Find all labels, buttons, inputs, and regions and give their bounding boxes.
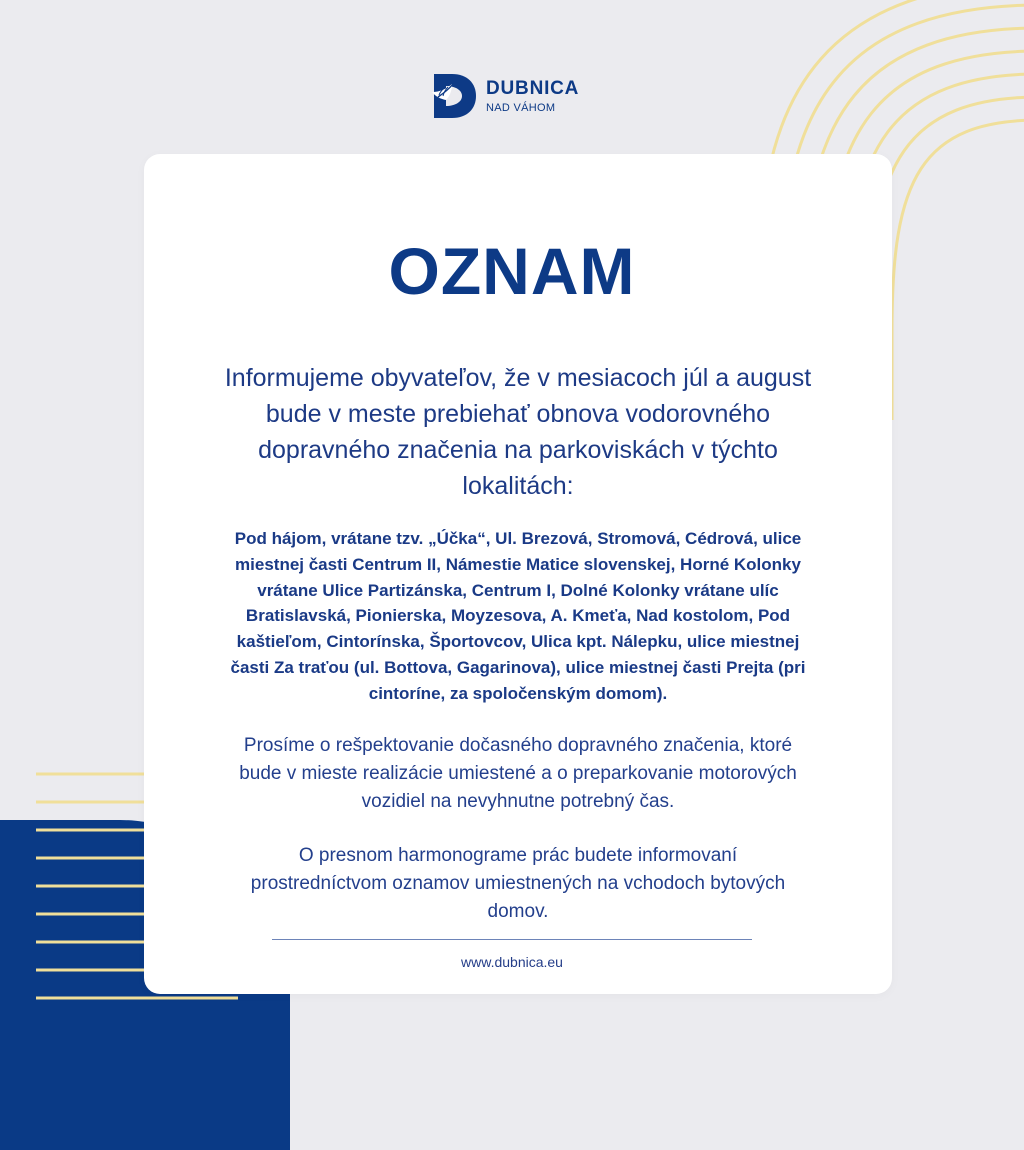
brand-subtitle: NAD VÁHOM [486,101,556,114]
schedule-information: O presnom harmonograme prác budete informovaní prostredníctvom oznamov umiestnených na vchodoch bytových domov. [250,845,786,922]
parking-locations-list: Pod hájom, vrátane tzv. „Účka“, Ul. Brezová, Stromová, Cédrová, ulice miestnej časti Centrum II, Námestie Matice slovenskej, Horné Kolonky vrátane Ulice Partizánska, Centrum I, Dolné Kolonky vrátane ulíc Bratislavská, Pionierska, Moyzesova, A. Kmeťa, Nad kostolom, Pod kaštieľom, Cintorínska, Športovcov, Ulica kpt. Nálepku, ulice miestnej časti Za traťou (ul. Bottova, Gagarinova), ulice miestnej časti Prejta (pri cintoríne, za spoločenským domom). [230,529,806,703]
dubnica-logo [428,72,579,120]
website-url: www.dubnica.eu [461,954,563,970]
dubnica-d-logo-icon [428,72,478,120]
brand-title: DUBNICA [486,77,580,99]
temporary-signs-request: Prosíme o rešpektovanie dočasného dopravného značenia, ktoré bude v mieste realizácie umiestené a o preparkovanie motorových vozidiel na nevyhnutne potrebný čas. [239,735,797,812]
announcement-intro-text: Informujeme obyvateľov, že v mesiacoch júl a august bude v meste prebiehať obnova vodorovného dopravného značenia na parkoviskách v týchto lokalitách: [224,364,812,500]
announcement-title: OZNAM [388,234,636,308]
footer-divider [272,939,752,940]
